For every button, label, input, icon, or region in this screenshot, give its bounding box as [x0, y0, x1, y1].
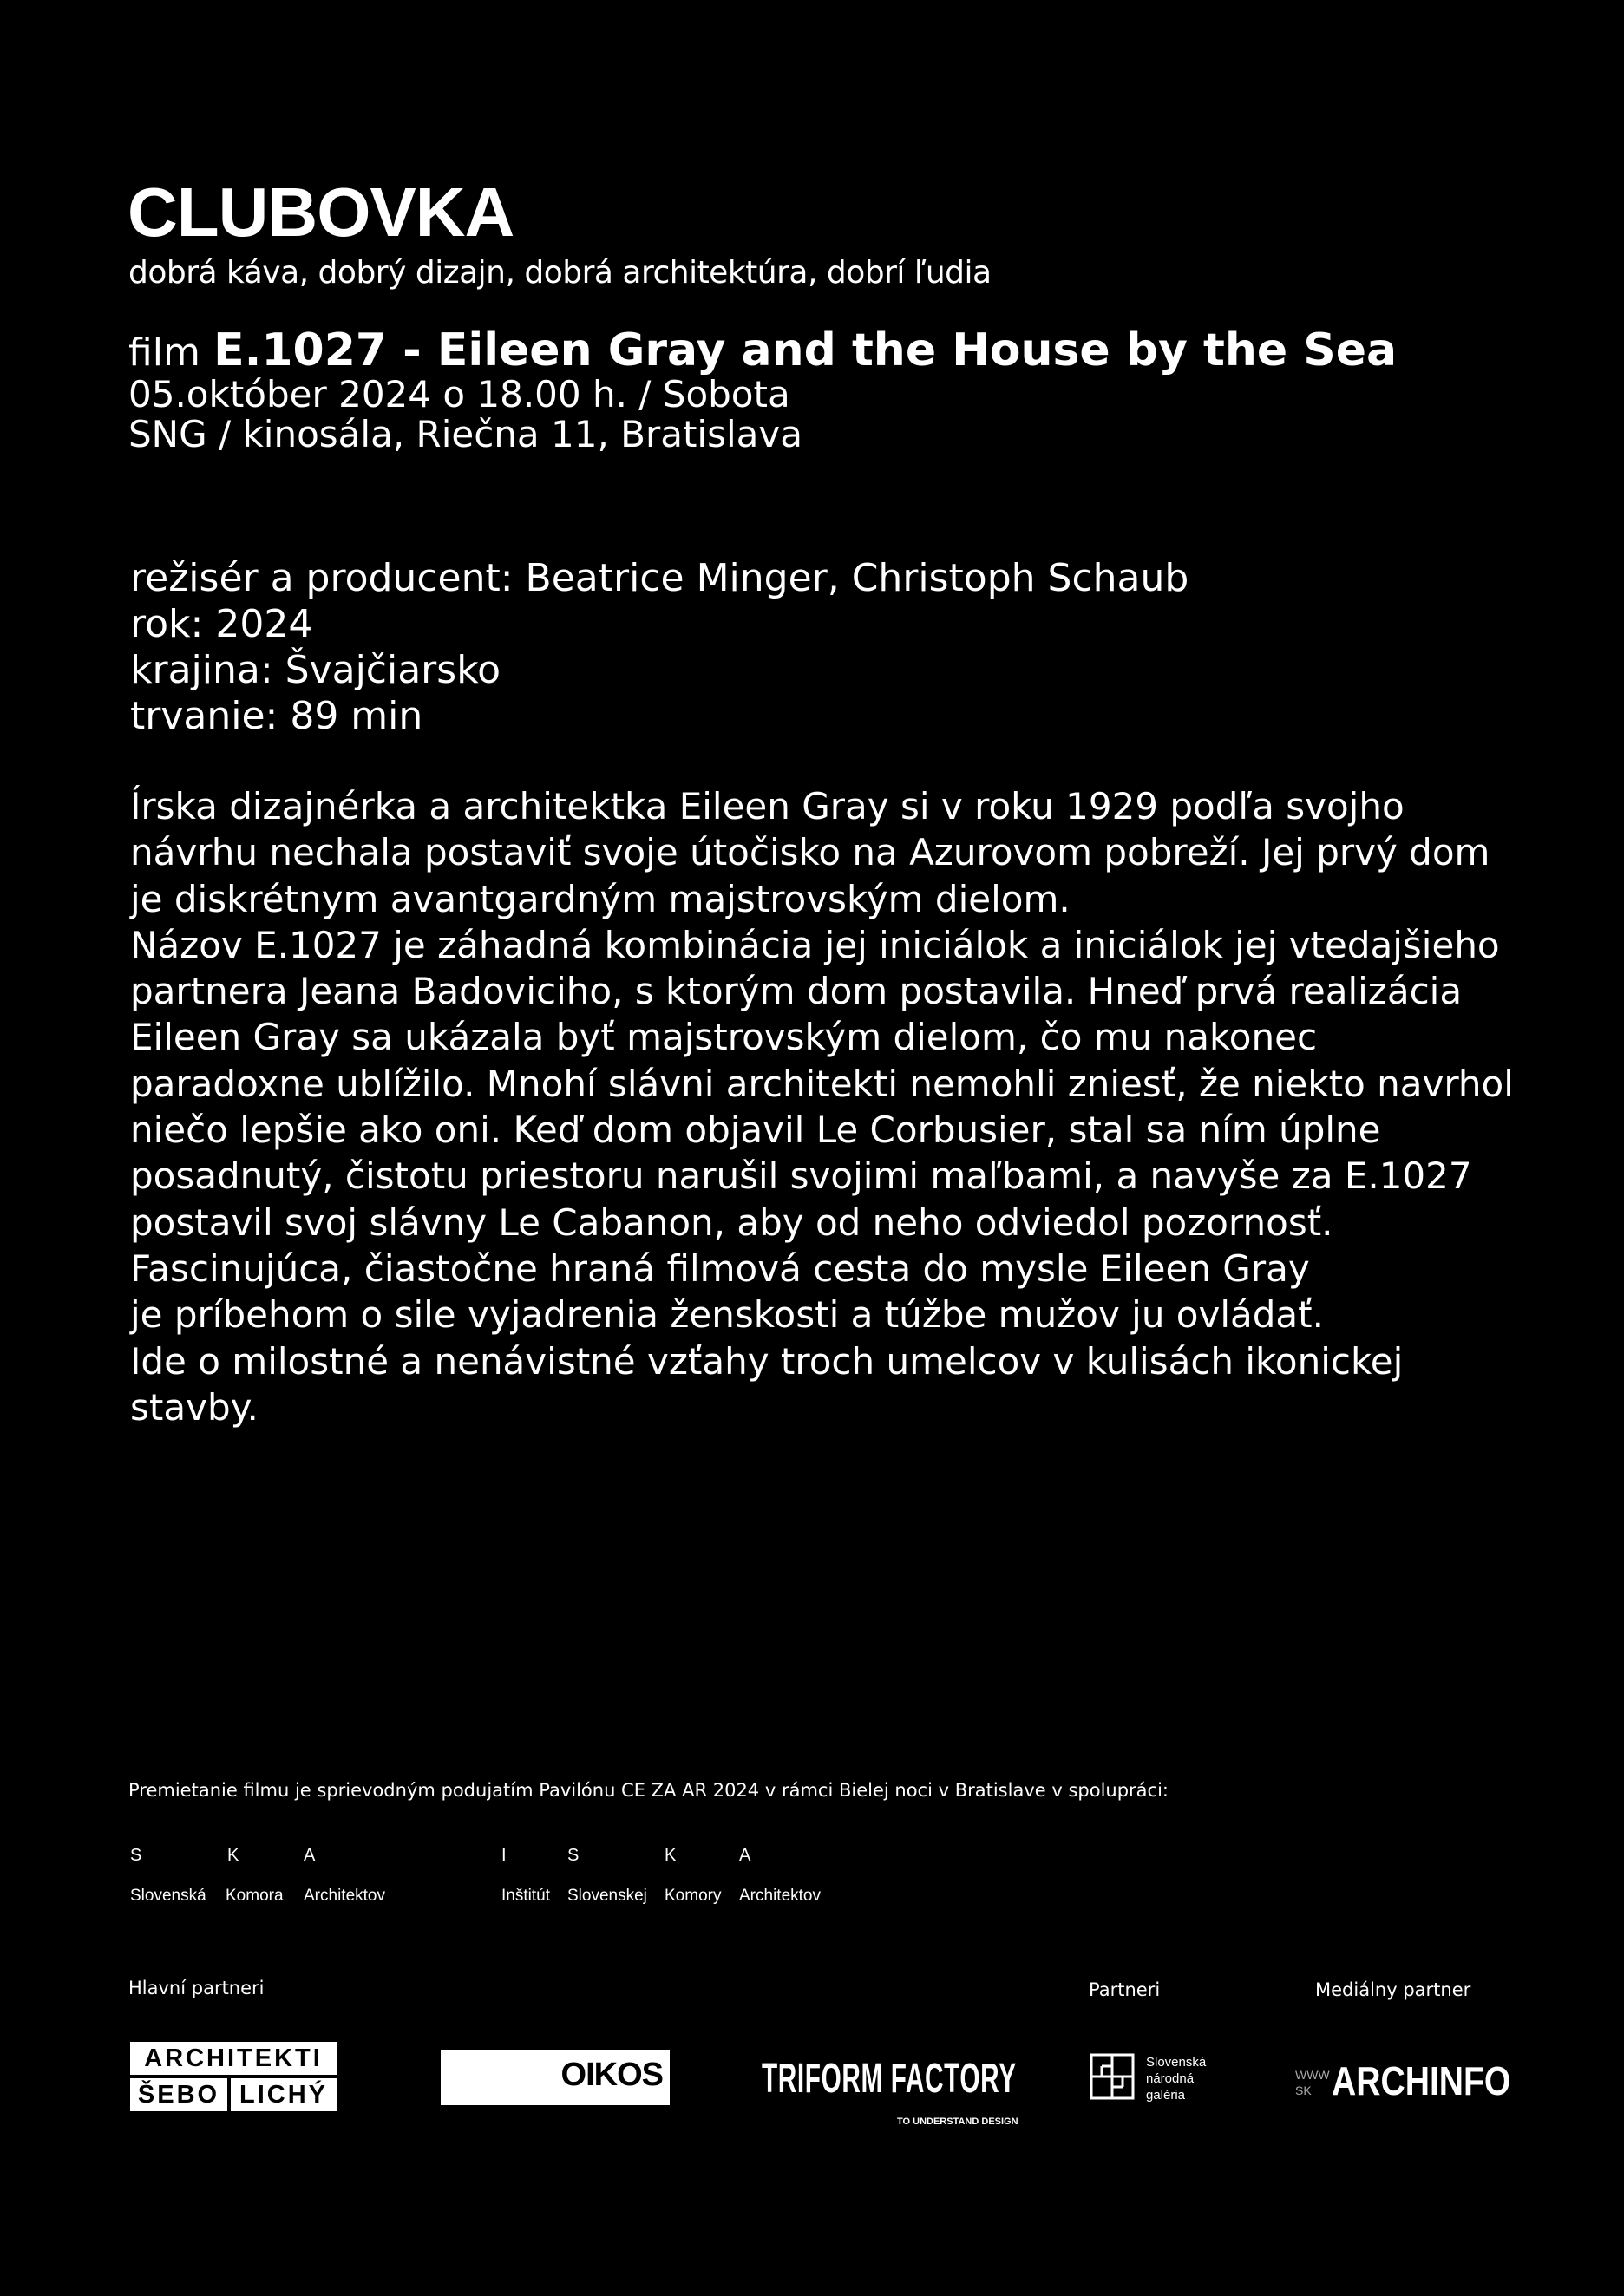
- archinfo-sk: SK: [1295, 2083, 1312, 2097]
- triform-factory-logo: TRIFORM FACTORY: [762, 2056, 1017, 2102]
- film-description: [130, 783, 1605, 1430]
- iska-letter: I: [501, 1846, 507, 1865]
- media-partner-label: Mediálny partner: [1315, 1979, 1471, 2000]
- film-title: E.1027 - Eileen Gray and the House by the Sea: [213, 324, 1398, 376]
- sebo-logo-left: ŠEBO: [130, 2078, 227, 2111]
- iska-letter: A: [739, 1846, 751, 1865]
- screening-note: Premietanie filmu je sprievodným podujatím Pavilónu CE ZA AR 2024 v rámci Bielej noci v Bratislave v spolupráci:: [128, 1780, 1169, 1801]
- description-line: paradoxne ublížilo. Mnohí slávni architekti nemohli zniesť, že niekto navrhol: [130, 1062, 1514, 1105]
- film-prefix: film: [128, 330, 200, 375]
- sng-logo-line: Slovenská: [1146, 2055, 1207, 2070]
- iska-word: Architektov: [739, 1887, 821, 1905]
- description-line: Írska dizajnérka a architektka Eileen Gray si v roku 1929 podľa svojho: [130, 785, 1405, 827]
- description-line: Fascinujúca, čiastočne hraná filmová cesta do mysle Eileen Gray: [130, 1246, 1310, 1290]
- architekti-sebo-lichy-logo: [130, 2042, 337, 2111]
- archinfo-www: WWW: [1295, 2068, 1330, 2082]
- main-partners-label: Hlavní partneri: [128, 1978, 265, 1998]
- archinfo-prefix: [1295, 2067, 1330, 2098]
- iska-letter: K: [665, 1846, 677, 1865]
- credit-duration: trvanie: 89 min: [130, 694, 423, 738]
- ska-letter: A: [304, 1846, 316, 1865]
- brand-title: CLUBOVKA: [128, 173, 514, 251]
- credit-director: režisér a producent: Beatrice Minger, Christoph Schaub: [130, 556, 1189, 600]
- tagline: dobrá káva, dobrý dizajn, dobrá architektúra, dobrí ľudia: [128, 255, 992, 291]
- ska-letter: S: [130, 1846, 142, 1865]
- sng-logo-icon: [1090, 2053, 1135, 2103]
- credit-country: krajina: Švajčiarsko: [130, 648, 501, 692]
- iska-word: Komory: [665, 1887, 722, 1905]
- description-line: návrhu nechala postaviť svoje útočisko na Azurovom pobreží. Jej prvý dom: [130, 831, 1490, 874]
- archinfo-logo: ARCHINFO: [1332, 2058, 1511, 2103]
- oikos-logo: [441, 2050, 670, 2105]
- ska-word: Slovenská: [130, 1887, 206, 1905]
- sebo-logo-right: LICHÝ: [231, 2078, 337, 2111]
- description-line: postavil svoj slávny Le Cabanon, aby od neho odviedol pozornosť.: [130, 1200, 1333, 1244]
- film-credits: [130, 555, 1189, 739]
- sng-logo-line: národná: [1146, 2071, 1195, 2086]
- description-line: partnera Jeana Badoviciho, s ktorým dom postavila. Hneď prvá realizácia: [130, 970, 1463, 1013]
- sebo-logo-top: ARCHITEKTI: [130, 2042, 337, 2075]
- ska-word: Architektov: [304, 1887, 385, 1905]
- triform-tagline: TO UNDERSTAND DESIGN: [897, 2116, 1018, 2127]
- film-heading: [128, 325, 1397, 377]
- description-line: stavby.: [130, 1385, 259, 1429]
- iska-word: Slovenskej: [567, 1887, 647, 1905]
- event-date: 05.október 2024 o 18.00 h. / Sobota: [128, 373, 790, 415]
- description-line: posadnutý, čistotu priestoru narušil svojimi maľbami, a navyše za E.1027: [130, 1155, 1472, 1198]
- description-line: je príbehom o sile vyjadrenia ženskosti a túžbe mužov ju ovládať.: [130, 1293, 1324, 1337]
- iska-word: Inštitút: [501, 1887, 550, 1905]
- ska-word: Komora: [226, 1887, 284, 1905]
- description-line: Ide o milostné a nenávistné vzťahy troch umelcov v kulisách ikonickej: [130, 1339, 1404, 1383]
- partners-label: Partneri: [1089, 1979, 1161, 2000]
- iska-letter: S: [567, 1846, 580, 1865]
- oikos-logo-text: OIKOS: [560, 2057, 663, 2093]
- description-line: Eileen Gray sa ukázala byť majstrovským dielom, čo mu nakonec: [130, 1016, 1318, 1059]
- description-line: niečo lepšie ako oni. Keď dom objavil Le Corbusier, stal sa ním úplne: [130, 1109, 1381, 1152]
- sng-logo-text: [1146, 2054, 1206, 2103]
- ska-letter: K: [227, 1846, 239, 1865]
- sng-logo-line: galéria: [1146, 2088, 1186, 2103]
- description-line: Názov E.1027 je záhadná kombinácia jej iniciálok a iniciálok jej vtedajšieho: [130, 923, 1500, 966]
- description-line: je diskrétnym avantgardným majstrovským dielom.: [130, 877, 1071, 920]
- credit-year: rok: 2024: [130, 602, 313, 646]
- event-venue: SNG / kinosála, Riečna 11, Bratislava: [128, 413, 802, 455]
